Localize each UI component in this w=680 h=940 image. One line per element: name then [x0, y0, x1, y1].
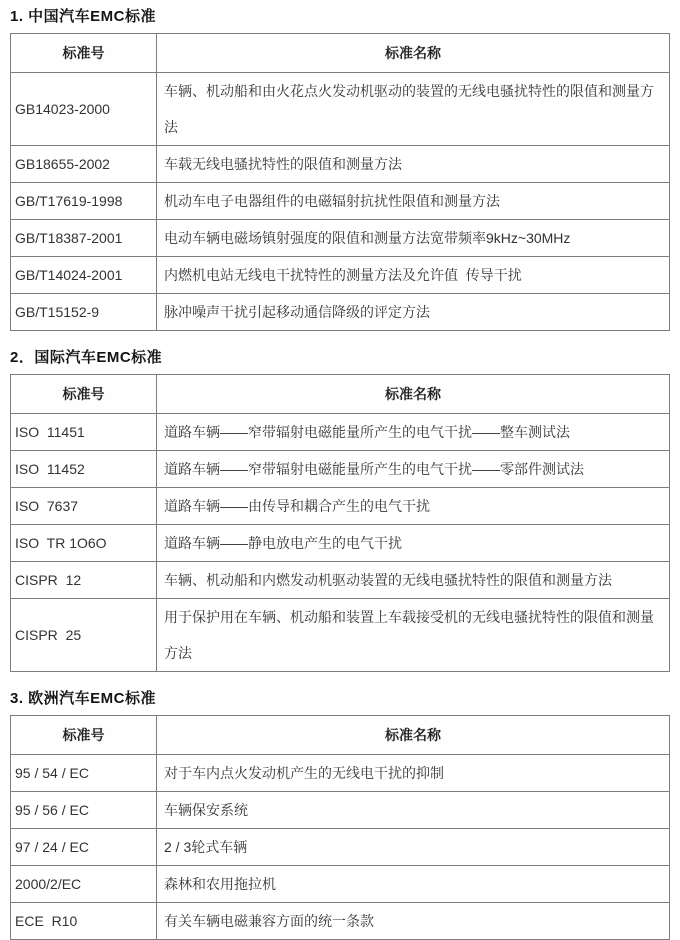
standard-name-cell: 道路车辆——窄带辐射电磁能量所产生的电气干扰——整车测试法 [157, 414, 670, 451]
international-emc-standards-table [10, 374, 670, 672]
column-header-standard-name: 标准名称 [157, 34, 670, 73]
standard-id-cell: GB/T18387-2001 [11, 220, 157, 257]
table-row [11, 220, 670, 257]
standard-name-cell: 道路车辆——静电放电产生的电气干扰 [157, 525, 670, 562]
table-header-row [11, 375, 670, 414]
standard-name-cell: 森林和农用拖拉机 [157, 866, 670, 903]
standard-id-cell: GB18655-2002 [11, 146, 157, 183]
column-header-standard-name: 标准名称 [157, 716, 670, 755]
standard-id-cell: 2000/2/EC [11, 866, 157, 903]
table-row [11, 257, 670, 294]
standard-name-cell: 车载无线电骚扰特性的限值和测量方法 [157, 146, 670, 183]
standard-id-cell: ECE R10 [11, 903, 157, 940]
standard-name-cell: 道路车辆——窄带辐射电磁能量所产生的电气干扰——零部件测试法 [157, 451, 670, 488]
standard-id-cell: 95 / 54 / EC [11, 755, 157, 792]
standard-id-cell: GB/T15152-9 [11, 294, 157, 331]
standard-id-cell: ISO 11452 [11, 451, 157, 488]
standard-name-cell: 电动车辆电磁场镇射强度的限值和测量方法宽带频率9kHz~30MHz [157, 220, 670, 257]
table-row [11, 599, 670, 672]
standard-name-cell: 用于保护用在车辆、机动船和装置上车载接受机的无线电骚扰特性的限值和测量方法 [157, 599, 670, 672]
section-title-china-emc: 1. 中国汽车EMC标准 [10, 8, 157, 25]
standard-name-cell: 车辆、机动船和内燃发动机驱动装置的无线电骚扰特性的限值和测量方法 [157, 562, 670, 599]
section-title-international-emc: 2．国际汽车EMC标准 [10, 349, 163, 366]
standard-name-cell: 机动车电子电器组件的电磁辐射抗扰性限值和测量方法 [157, 183, 670, 220]
column-header-standard-id: 标准号 [11, 716, 157, 755]
table-row [11, 488, 670, 525]
table-row [11, 525, 670, 562]
standard-name-cell: 道路车辆——由传导和耦合产生的电气干扰 [157, 488, 670, 525]
table-row [11, 562, 670, 599]
standard-name-cell: 车辆保安系统 [157, 792, 670, 829]
table-row [11, 73, 670, 146]
column-header-standard-name: 标准名称 [157, 375, 670, 414]
standard-id-cell: 97 / 24 / EC [11, 829, 157, 866]
standard-name-cell: 车辆、机动船和由火花点火发动机驱动的装置的无线电骚扰特性的限值和测量方法 [157, 73, 670, 146]
standard-name-cell: 对于车内点火发动机产生的无线电干扰的抑制 [157, 755, 670, 792]
standard-name-cell: 有关车辆电磁兼容方面的统一条款 [157, 903, 670, 940]
table-header-row [11, 716, 670, 755]
standard-id-cell: GB/T17619-1998 [11, 183, 157, 220]
standard-name-cell: 2 / 3轮式车辆 [157, 829, 670, 866]
standard-id-cell: ISO TR 1O6O [11, 525, 157, 562]
table-row [11, 755, 670, 792]
table-row [11, 866, 670, 903]
table-row [11, 414, 670, 451]
china-emc-standards-table [10, 33, 670, 331]
column-header-standard-id: 标准号 [11, 34, 157, 73]
standard-id-cell: 95 / 56 / EC [11, 792, 157, 829]
standard-id-cell: GB/T14024-2001 [11, 257, 157, 294]
table-row [11, 903, 670, 940]
standard-id-cell: ISO 11451 [11, 414, 157, 451]
standard-name-cell: 内燃机电站无线电干扰特性的测量方法及允许值 传导干扰 [157, 257, 670, 294]
table-row [11, 146, 670, 183]
table-row [11, 792, 670, 829]
section-title-european-emc: 3. 欧洲汽车EMC标准 [10, 690, 157, 707]
european-emc-standards-table [10, 715, 670, 940]
standard-id-cell: CISPR 25 [11, 599, 157, 672]
standard-id-cell: GB14023-2000 [11, 73, 157, 146]
standard-id-cell: CISPR 12 [11, 562, 157, 599]
table-row [11, 829, 670, 866]
column-header-standard-id: 标准号 [11, 375, 157, 414]
standard-id-cell: ISO 7637 [11, 488, 157, 525]
table-row [11, 294, 670, 331]
standard-name-cell: 脉冲噪声干扰引起移动通信降级的评定方法 [157, 294, 670, 331]
table-header-row [11, 34, 670, 73]
table-row [11, 451, 670, 488]
table-row [11, 183, 670, 220]
